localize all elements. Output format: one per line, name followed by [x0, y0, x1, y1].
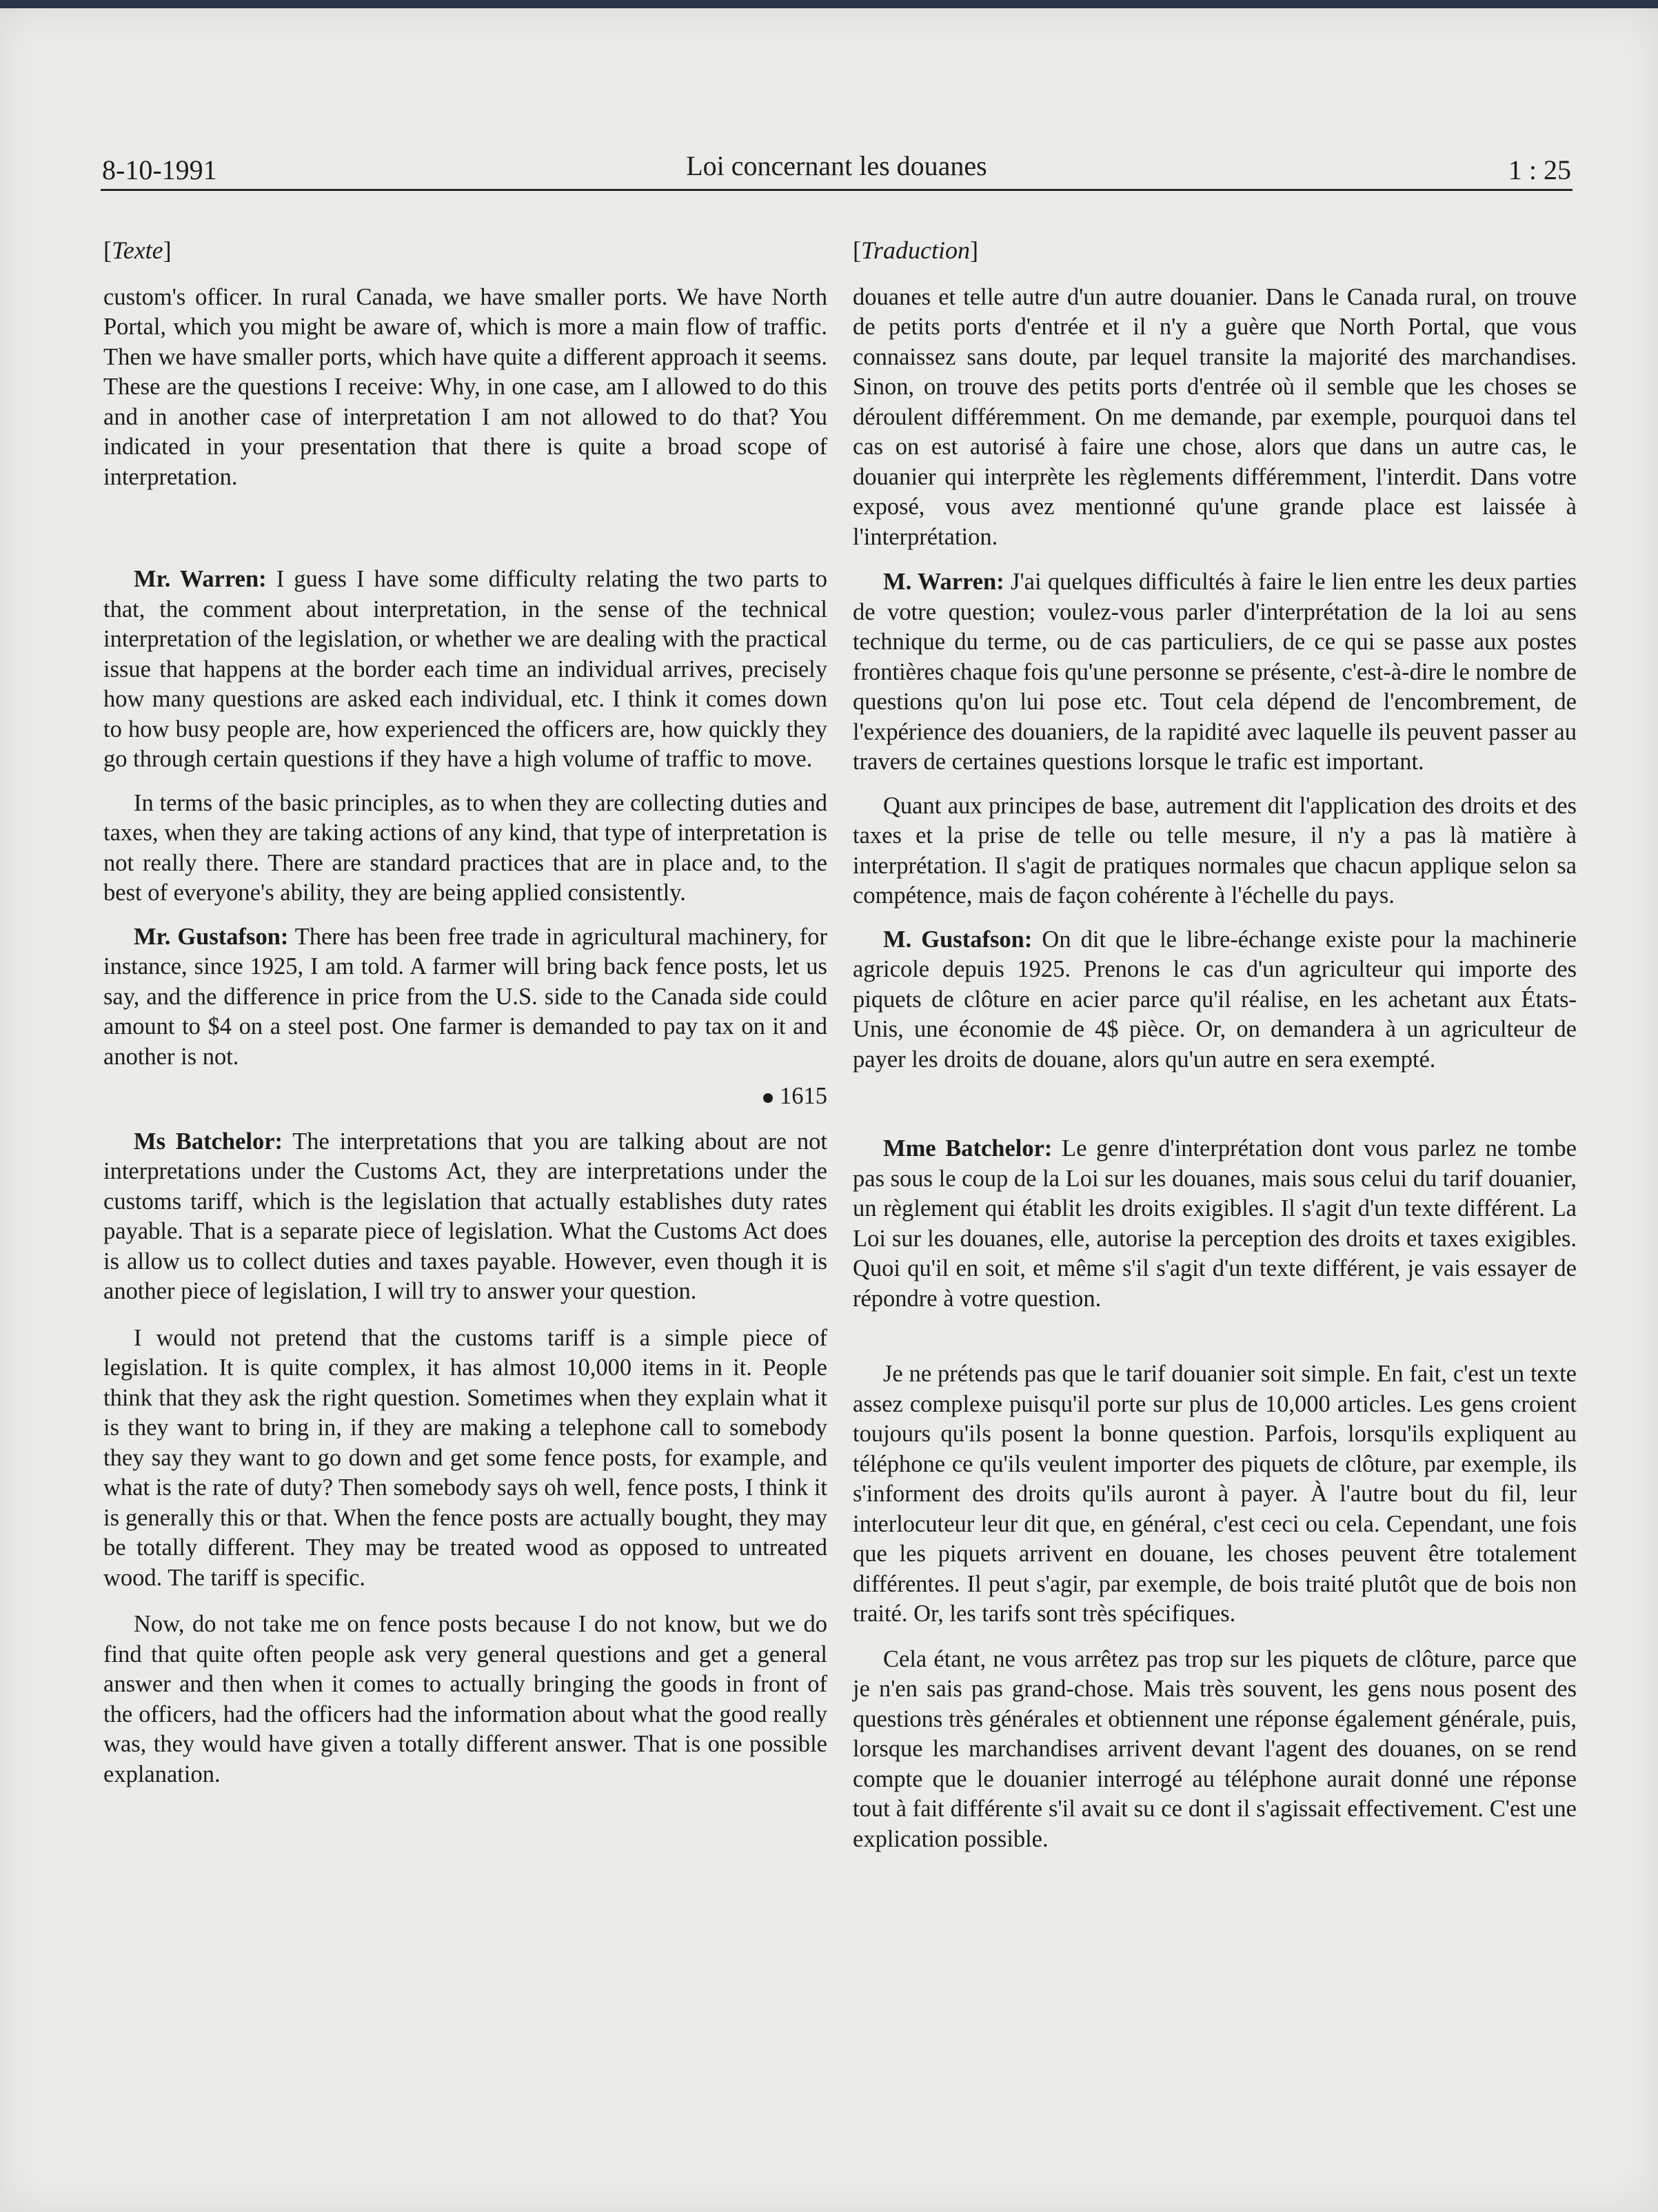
speaker-name: M. Gustafson: — [883, 926, 1033, 953]
speaker-name: M. Warren: — [883, 569, 1004, 595]
french-paragraph: M. Gustafson: On dit que le libre-échange existe pour la machinerie agricole depuis 1925. Prenons le cas d'un agriculteur qui importe des piquets de clôture en acier parce qu'il réalise, en les achetant aux États-Unis, une économie de 4$ pièce. Or, on demandera à un agriculteur de payer les droits de douane, alors qu'un autre en sera exempté. — [853, 926, 1577, 1073]
french-column-label: [Traduction] — [853, 236, 979, 264]
speaker-name: Ms Batchelor: — [134, 1128, 283, 1155]
speaker-name: Mr. Warren: — [134, 566, 267, 592]
french-paragraph: Je ne prétends pas que le tarif douanier soit simple. En fait, c'est un texte assez complexe puisqu'il porte sur plus de 10,000 articles. Les gens croient toujours qu'ils posent la bonne question. Parfois, lorsqu'ils expliquent au téléphone ce qu'ils veulent importer des piquets de clôture, par exemple, ils s'informent des droits qu'ils auront à payer. À l'autre bout du fil, leur interlocuteur leur dit que, en général, c'est ceci ou cela. Cependant, une fois que les piquets arrivent en douane, les choses peuvent être totalement différentes. Il peut s'agir, par exemple, de bois traité plutôt que de bois non traité. Or, les tarifs sont très spécifiques. — [853, 1361, 1577, 1627]
french-paragraph: Cela étant, ne vous arrêtez pas trop sur les piquets de clôture, parce que je n'en sais pas grand-chose. Mais très souvent, les gens nous posent des questions très générales et obtiennent une réponse également générale, puis, lorsque les marchandises arrivent devant l'agent des douanes, on se rend compte que le douanier interrogé au téléphone aurait donné une réponse tout à fait différente s'il avait su ce dont il s'agissait effectivement. C'est une explication possible. — [853, 1645, 1577, 1852]
english-paragraph: Ms Batchelor: The interpretations that you are talking about are not interpretations under the Customs Act, they are interpretations under the customs tariff, which is the legislation that actually establishes duty rates payable. That is a separate piece of legislation. What the Customs Act does is allow us to collect duties and taxes payable. However, even though it is another piece of legislation, I will try to answer your question. — [103, 1128, 827, 1304]
speaker-name: Mme Batchelor: — [883, 1135, 1053, 1161]
header-page-number: 1 : 25 — [1508, 154, 1571, 185]
time-marker — [103, 1082, 827, 1112]
french-paragraph: douanes et telle autre d'un autre douanier. Dans le Canada rural, on trouve de petits ports d'entrée et il n'y a guère que North Portal, que vous connaissez sans doute, par lequel transite la majorité des marchandises. Sinon, on trouve des petits ports d'entrée où il semble que les choses se déroulent différemment. On me demande, par exemple, pourquoi dans tel cas on est autorisé à faire une chose, alors que dans un autre cas, le douanier qui interprète les règlements différemment, l'interdit. Dans votre exposé, vous avez mentionné qu'une grande place est laissée à l'interprétation. — [853, 283, 1577, 550]
english-column — [103, 236, 827, 1789]
english-paragraph: I would not pretend that the customs tariff is a simple piece of legislation. It is quite complex, it has almost 10,000 items in it. People think that they ask the right question. Sometimes when they explain what it is they want to bring in, if they are making a telephone call to somebody they say they want to go down and get some fence posts, for example, and what is the rate of duty? Then somebody says oh well, fence posts, I think it is generally this or that. When the fence posts are actually bought, they may be totally different. They may be treated wood as opposed to untreated wood. The tariff is specific. — [103, 1324, 827, 1591]
english-paragraph: custom's officer. In rural Canada, we have smaller ports. We have North Portal, which you might be aware of, which is more a main flow of traffic. Then we have smaller ports, which have quite a different approach it seems. These are the questions I receive: Why, in one case, am I allowed to do this and in another case of interpretation I am not allowed to do that? You indicated in your presentation that there is quite a broad scope of interpretation. — [103, 283, 827, 490]
speaker-name: Mr. Gustafson: — [134, 923, 289, 950]
english-paragraph: Mr. Warren: I guess I have some difficulty relating the two parts to that, the comment about interpretation, in the sense of the technical interpretation of the legislation, or whether we are dealing with the practical issue that happens at the border each time an individual arrives, precisely how many questions are asked each individual, etc. I think it comes down to how busy people are, how experienced the officers are, how quickly they go through certain questions if they have a high volume of traffic to move. — [103, 566, 827, 772]
french-paragraph: Quant aux principes de base, autrement dit l'application des droits et des taxes et la prise de telle ou telle mesure, il n'y a pas là matière à interprétation. Il s'agit de pratiques normales que chacun applique selon sa compétence, mais de façon cohérente à l'échelle du pays. — [853, 792, 1577, 909]
page-header — [101, 139, 1573, 191]
french-paragraph: M. Warren: J'ai quelques difficultés à faire le lien entre les deux parties de votre question; voulez-vous parler d'interprétation de la loi au sens technique du terme, ou de cas particuliers, de ce qui se passe aux postes frontières chaque fois qu'une personne se présente, c'est-à-dire le nombre de questions qu'on lui pose etc. Tout cela dépend de l'encombrement, de l'expérience des douaniers, de la rapidité avec laquelle ils peuvent passer au travers de certaines questions lorsque le trafic est important. — [853, 569, 1577, 775]
time-marker-text: 1615 — [780, 1083, 827, 1109]
english-paragraph: Mr. Gustafson: There has been free trade in agricultural machinery, for instance, since 1925, I am told. A farmer will bring back fence posts, let us say, and the difference in price from the U.S. side to the Canada side could amount to $4 on a steel post. One farmer is demanded to pay tax on it and another is not. — [103, 923, 827, 1070]
french-label-text: Traduction — [861, 236, 971, 264]
header-title: Loi concernant les douanes — [686, 150, 987, 181]
english-column-label: [Texte] — [103, 236, 172, 264]
header-date: 8-10-1991 — [102, 154, 217, 185]
english-paragraph: In terms of the basic principles, as to when they are collecting duties and taxes, when they are taking actions of any kind, that type of interpretation is not really there. There are standard practices that are in place and, to the best of everyone's ability, they are being applied consistently. — [103, 789, 827, 906]
french-column — [853, 236, 1577, 1854]
document-page — [0, 8, 1658, 2212]
bullet-icon — [763, 1093, 773, 1103]
french-paragraph: Mme Batchelor: Le genre d'interprétation dont vous parlez ne tombe pas sous le coup de la Loi sur les douanes, mais sous celui du tarif douanier, un règlement qui établit les droits exigibles. Il s'agit d'un texte différent. La Loi sur les douanes, elle, autorise la perception des droits et taxes exigibles. Quoi qu'il en soit, et même s'il s'agit d'un texte différent, je vais essayer de répondre à votre question. — [853, 1135, 1577, 1312]
english-paragraph: Now, do not take me on fence posts because I do not know, but we do find that quite often people ask very general questions and get a general answer and then when it comes to actually bringing the goods in front of the officers, had the officers had the information about what the good really was, they would have given a totally different answer. That is one possible explanation. — [103, 1611, 827, 1787]
english-label-text: Texte — [112, 236, 163, 264]
